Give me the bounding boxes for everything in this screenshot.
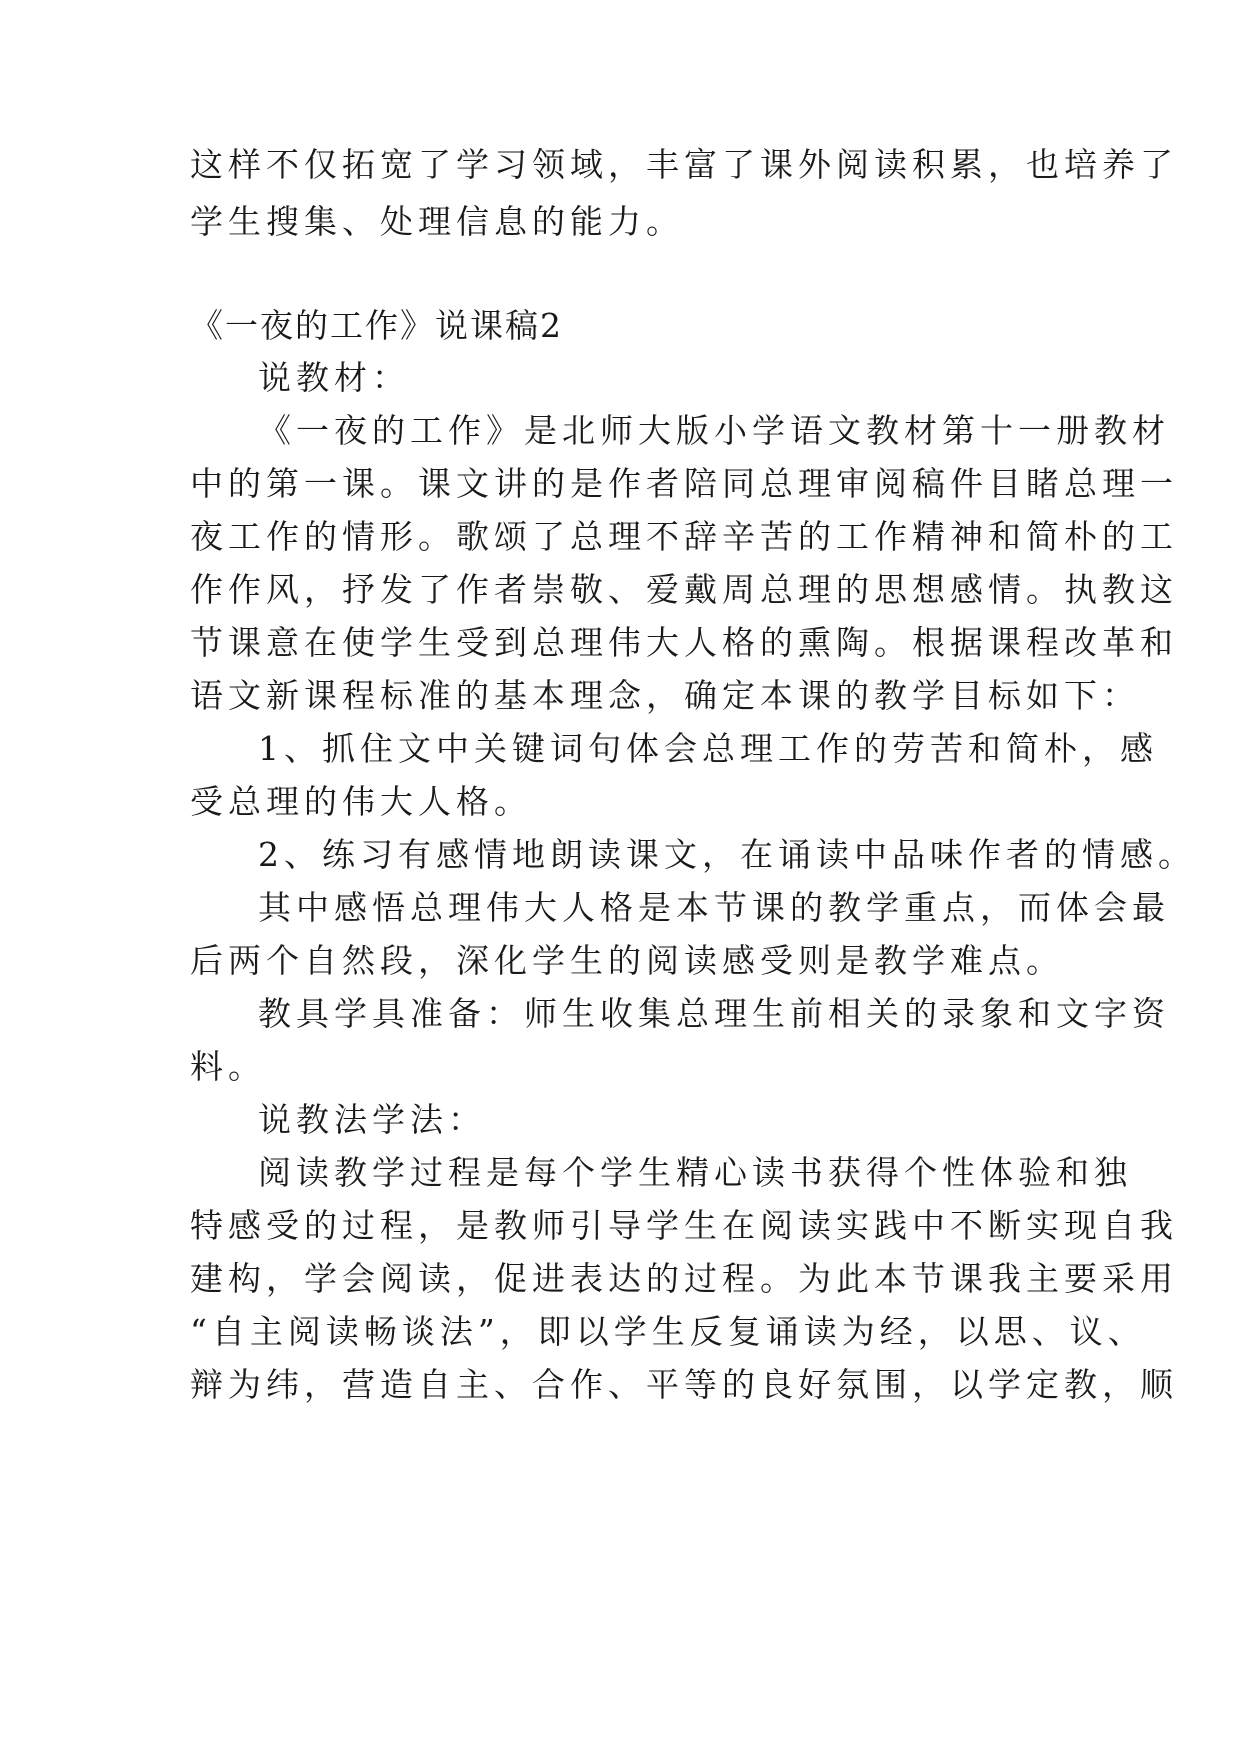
text-line: 建构，学会阅读，促进表达的过程。为此本节课我主要采用 xyxy=(190,1259,1178,1298)
list-item: 1、抓住文中关键词句体会总理工作的劳苦和简朴，感 xyxy=(258,729,1158,768)
text-line: 节课意在使学生受到总理伟大人格的熏陶。根据课程改革和 xyxy=(190,623,1178,662)
list-item: 2、练习有感情地朗读课文，在诵读中品味作者的情感。 xyxy=(258,835,1196,874)
text-line: 料。 xyxy=(190,1047,266,1086)
paragraph-start: 教具学具准备：师生收集总理生前相关的录象和文字资 xyxy=(258,994,1170,1033)
text-line: 作作风，抒发了作者崇敬、爱戴周总理的思想感情。执教这 xyxy=(190,570,1178,609)
text-line: 特感受的过程，是教师引导学生在阅读实践中不断实现自我 xyxy=(190,1206,1178,1245)
section-heading: 说教材： xyxy=(258,358,410,397)
text-line: 辩为纬，营造自主、合作、平等的良好氛围，以学定教，顺 xyxy=(190,1365,1178,1404)
text-line: 语文新课程标准的基本理念，确定本课的教学目标如下： xyxy=(190,676,1140,715)
section-title: 《一夜的工作》说课稿2 xyxy=(190,306,563,345)
text-line: 后两个自然段，深化学生的阅读感受则是教学难点。 xyxy=(190,941,1064,980)
text-line: 中的第一课。课文讲的是作者陪同总理审阅稿件目睹总理一 xyxy=(190,464,1178,503)
text-line: 学生搜集、处理信息的能力。 xyxy=(190,202,684,241)
paragraph-start: 其中感悟总理伟大人格是本节课的教学重点，而体会最 xyxy=(258,888,1170,927)
text-line: “自主阅读畅谈法”，即以学生反复诵读为经，以思、议、 xyxy=(190,1312,1146,1351)
section-heading: 说教法学法： xyxy=(258,1100,486,1139)
paragraph-start: 阅读教学过程是每个学生精心读书获得个性体验和独 xyxy=(258,1153,1132,1192)
text-line: 这样不仅拓宽了学习领域，丰富了课外阅读积累，也培养了 xyxy=(190,145,1178,184)
text-line: 夜工作的情形。歌颂了总理不辞辛苦的工作精神和简朴的工 xyxy=(190,517,1178,556)
text-line: 受总理的伟大人格。 xyxy=(190,782,532,821)
paragraph-start: 《一夜的工作》是北师大版小学语文教材第十一册教材 xyxy=(258,411,1170,450)
